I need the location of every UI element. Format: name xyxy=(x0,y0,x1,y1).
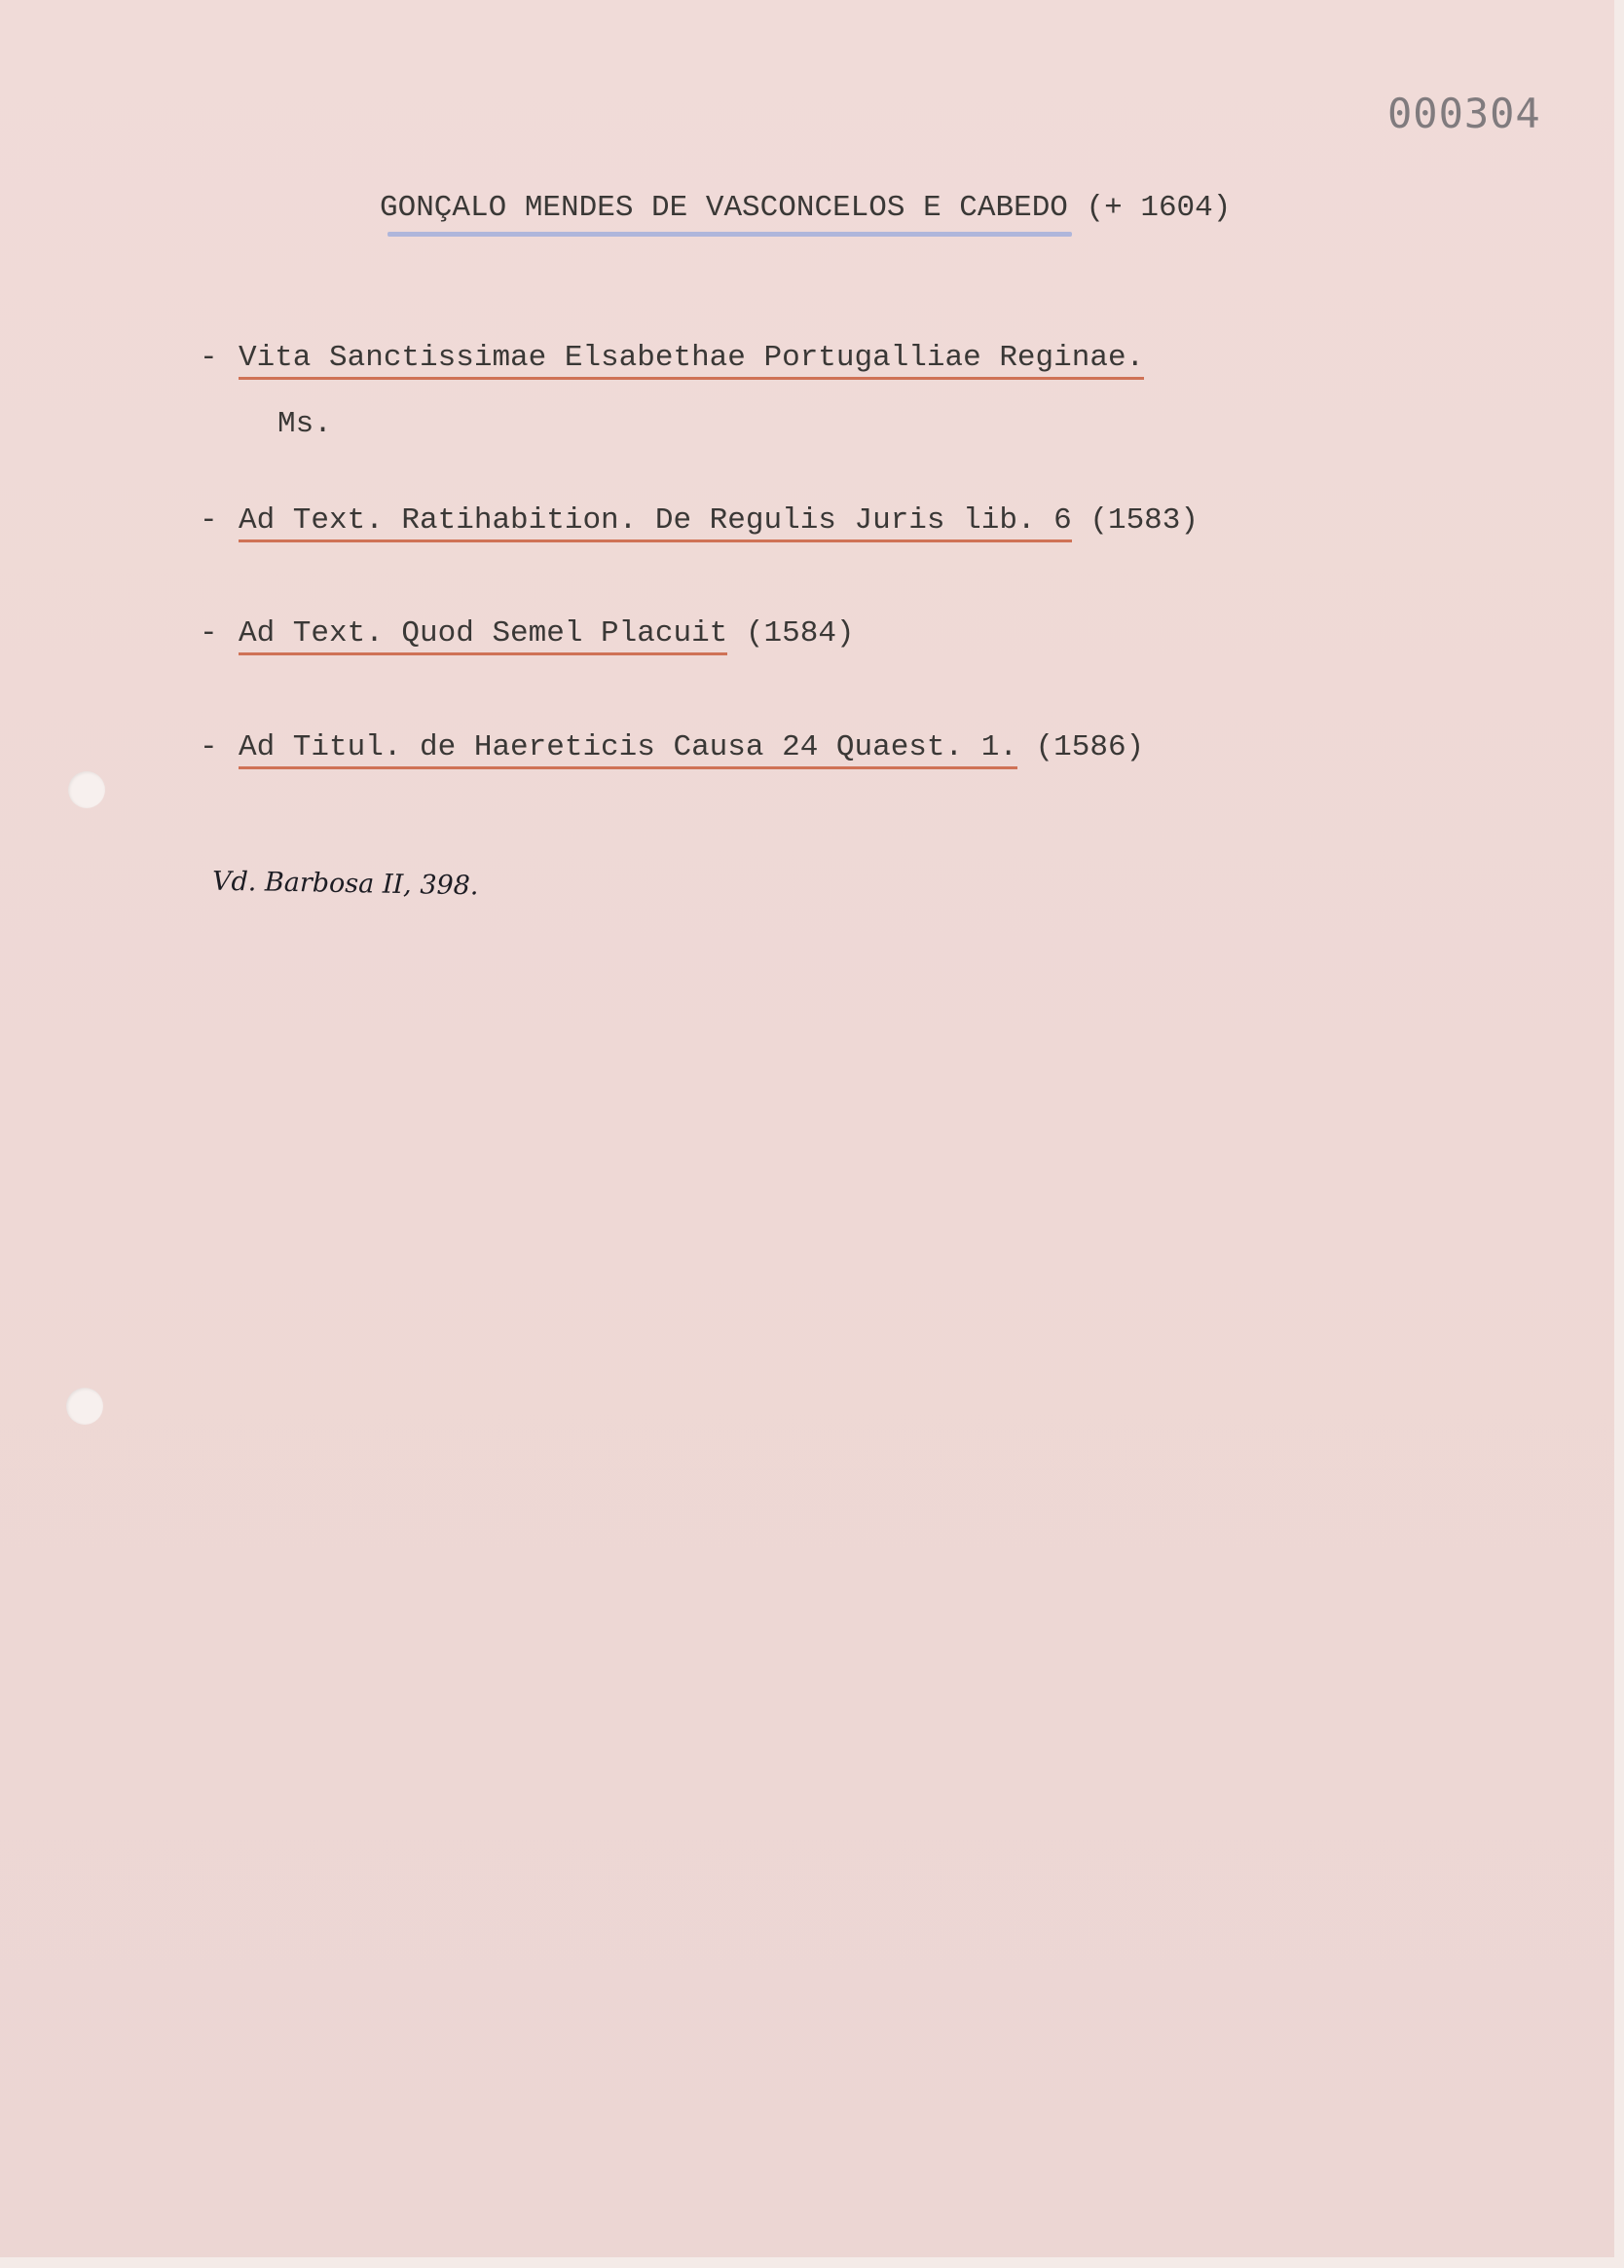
scan-edge-bottom xyxy=(0,2257,1624,2268)
handwritten-note: Vd. Barbosa II, 398. xyxy=(211,866,479,902)
entry-title: Ad Titul. de Haereticis Causa 24 Quaest. 1. xyxy=(239,730,1017,769)
entry-title: Ad Text. Ratihabition. De Regulis Juris lib. 6 xyxy=(239,503,1072,542)
entry-title: Ad Text. Quod Semel Placuit xyxy=(239,616,727,655)
entry-dash: - xyxy=(200,616,218,651)
stamp-number: 000304 xyxy=(1387,90,1541,137)
entry-title: Vita Sanctissimae Elsabethae Portugalliae Reginae. xyxy=(239,341,1144,380)
page-heading xyxy=(380,191,1231,225)
entry-year: (1584) xyxy=(745,616,855,651)
entry-note: Ms. xyxy=(277,407,332,441)
bibliography-entry xyxy=(200,616,855,651)
entry-year: (1583) xyxy=(1089,503,1199,538)
bibliography-entry xyxy=(200,503,1199,538)
heading-dates: (+ 1604) xyxy=(1086,191,1232,225)
entry-dash: - xyxy=(200,503,218,538)
bibliography-entry xyxy=(200,341,1144,375)
entry-year: (1586) xyxy=(1035,730,1145,764)
entry-dash: - xyxy=(200,730,218,764)
entry-dash: - xyxy=(200,341,218,375)
bibliography-entry xyxy=(200,730,1144,764)
punch-hole xyxy=(66,1388,103,1425)
scan-edge-right xyxy=(1614,0,1624,2268)
punch-hole xyxy=(68,771,105,808)
heading-name: GONÇALO MENDES DE VASCONCELOS E CABEDO xyxy=(380,191,1068,225)
